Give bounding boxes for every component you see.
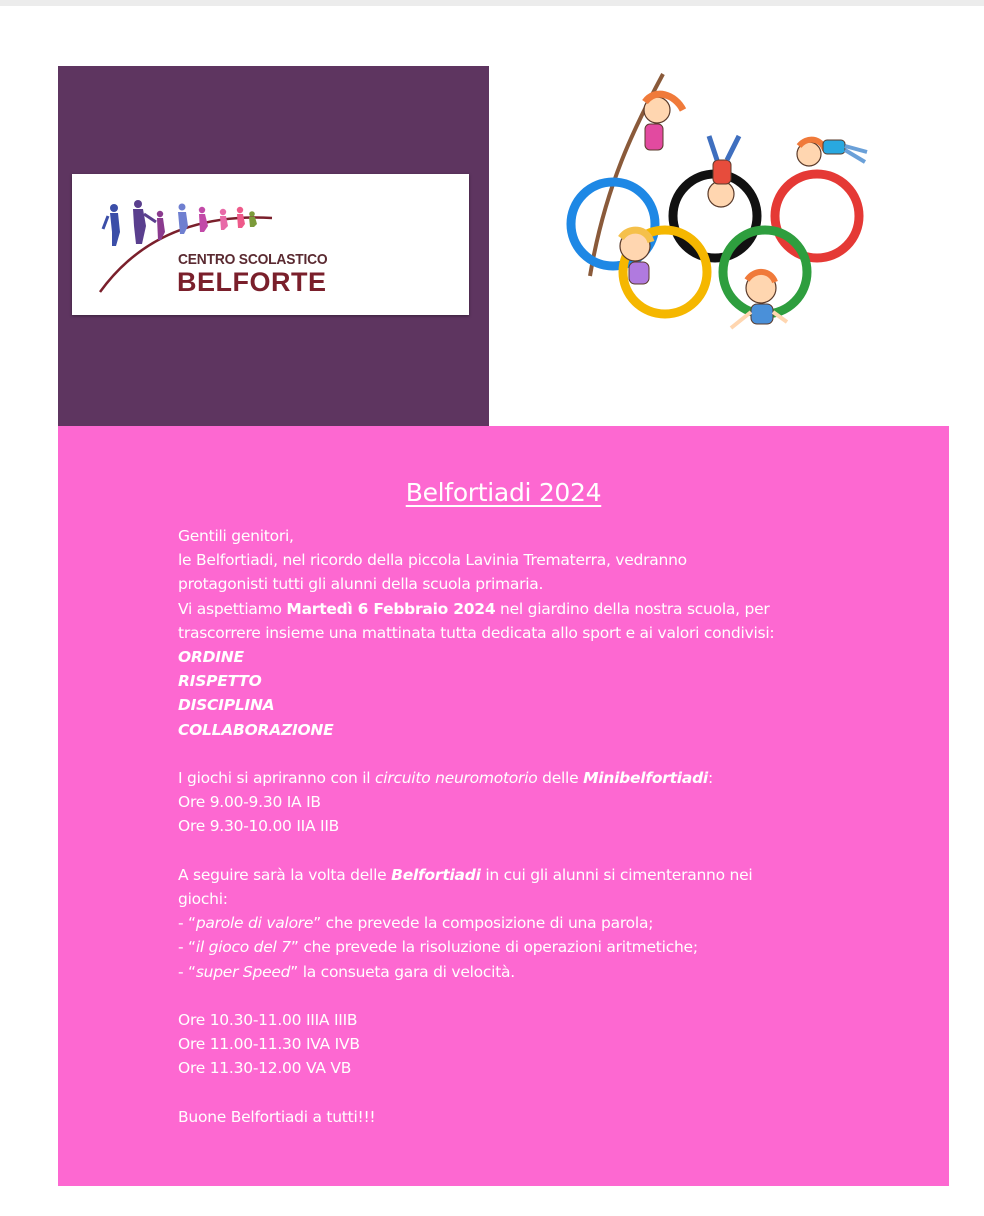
flyer-title: Belfortiadi 2024	[405, 478, 602, 507]
schedule-mini-2: Ore 9.30-10.00 IIA IIB	[178, 817, 340, 836]
schedule-main-3: Ore 11.30-12.00 VA VB	[178, 1059, 352, 1078]
game-item-3: - “super Speed” la consueta gara di velocità.	[178, 962, 515, 981]
event-date: Martedì 6 Febbraio 2024	[286, 599, 496, 618]
school-logo	[72, 174, 469, 315]
schedule-mini-1: Ore 9.00-9.30 IA IB	[178, 793, 321, 812]
flyer-body	[178, 524, 838, 1129]
olympic-rings-children-icon	[495, 66, 931, 344]
follow-line-1: A seguire sarà la volta delle Belfortiadi in cui gli alunni si cimenteranno nei	[178, 865, 753, 884]
closing: Buone Belfortiadi a tutti!!!	[178, 1107, 376, 1126]
schedule-main-1: Ore 10.30-11.00 IIIA IIIB	[178, 1011, 358, 1030]
invite-line-1: Vi aspettiamo Martedì 6 Febbraio 2024 nel giardino della nostra scuola, per	[178, 599, 770, 618]
intro-line-1: le Belfortiadi, nel ricordo della piccola Lavinia Trematerra, vedranno	[178, 551, 687, 570]
value-ordine: ORDINE	[178, 648, 244, 667]
games-intro: I giochi si apriranno con il circuito neuromotorio delle Minibelfortiadi:	[178, 769, 713, 788]
value-collaborazione: COLLABORAZIONE	[178, 720, 334, 739]
invite-line-2: trascorrere insieme una mattinata tutta dedicata allo sport e ai valori condivisi:	[178, 623, 775, 642]
greeting: Gentili genitori,	[178, 527, 294, 545]
schedule-main-2: Ore 11.00-11.30 IVA IVB	[178, 1035, 360, 1054]
flyer-panel	[58, 426, 949, 1186]
value-disciplina: DISCIPLINA	[178, 696, 275, 715]
intro-line-2: protagonisti tutti gli alunni della scuola primaria.	[178, 575, 544, 594]
logo-title-line1: CENTRO SCOLASTICO	[178, 251, 328, 268]
game-item-1: - “parole di valore” che prevede la composizione di una parola;	[178, 914, 654, 933]
follow-line-2: giochi:	[178, 890, 228, 909]
game-item-2: - “il gioco del 7” che prevede la risoluzione di operazioni aritmetiche;	[178, 938, 698, 957]
logo-title-line2: BELFORTE	[177, 267, 327, 297]
value-rispetto: RISPETTO	[178, 672, 262, 691]
top-strip	[0, 0, 984, 6]
